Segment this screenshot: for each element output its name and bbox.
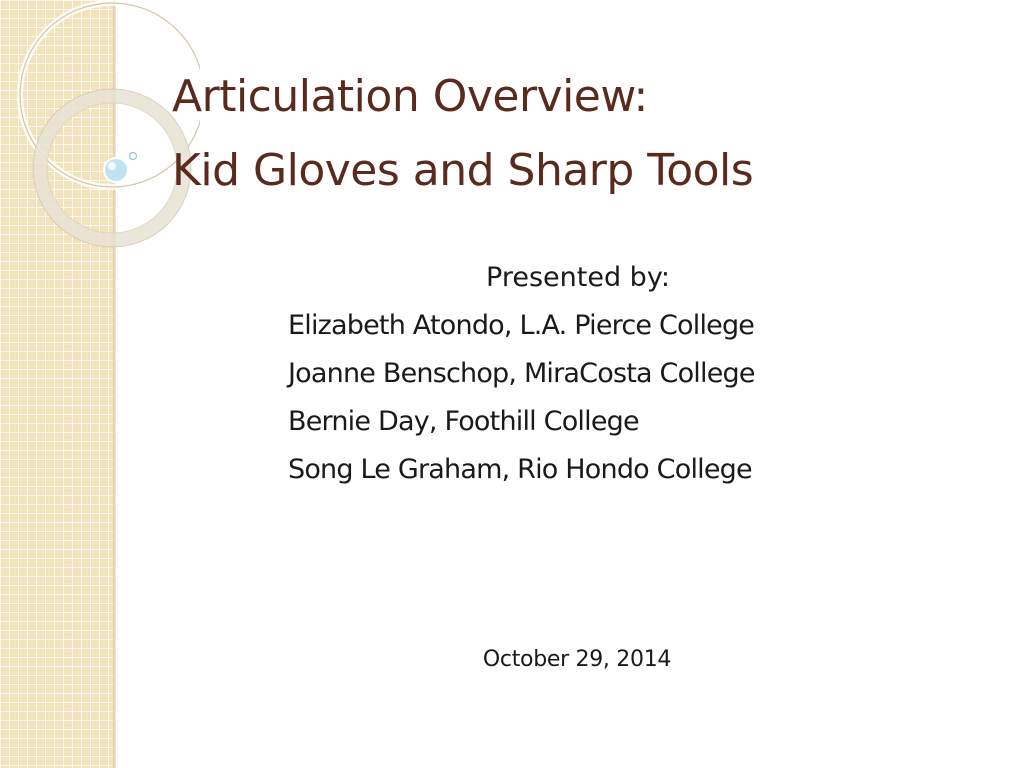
decorative-circles-ornament (0, 0, 200, 300)
title-line-1: Articulation Overview: (172, 71, 648, 122)
presented-by-label: Presented by: (486, 262, 670, 293)
slide-title (172, 60, 972, 208)
title-line-2: Kid Gloves and Sharp Tools (172, 145, 754, 196)
presenter-item: Elizabeth Atondo, L.A. Pierce College (288, 310, 755, 341)
presenter-list (288, 302, 988, 494)
presenter-item: Joanne Benschop, MiraCosta College (288, 358, 755, 389)
presenter-item: Bernie Day, Foothill College (288, 406, 639, 437)
presenter-item: Song Le Graham, Rio Hondo College (288, 454, 752, 485)
presentation-date: October 29, 2014 (482, 647, 672, 672)
